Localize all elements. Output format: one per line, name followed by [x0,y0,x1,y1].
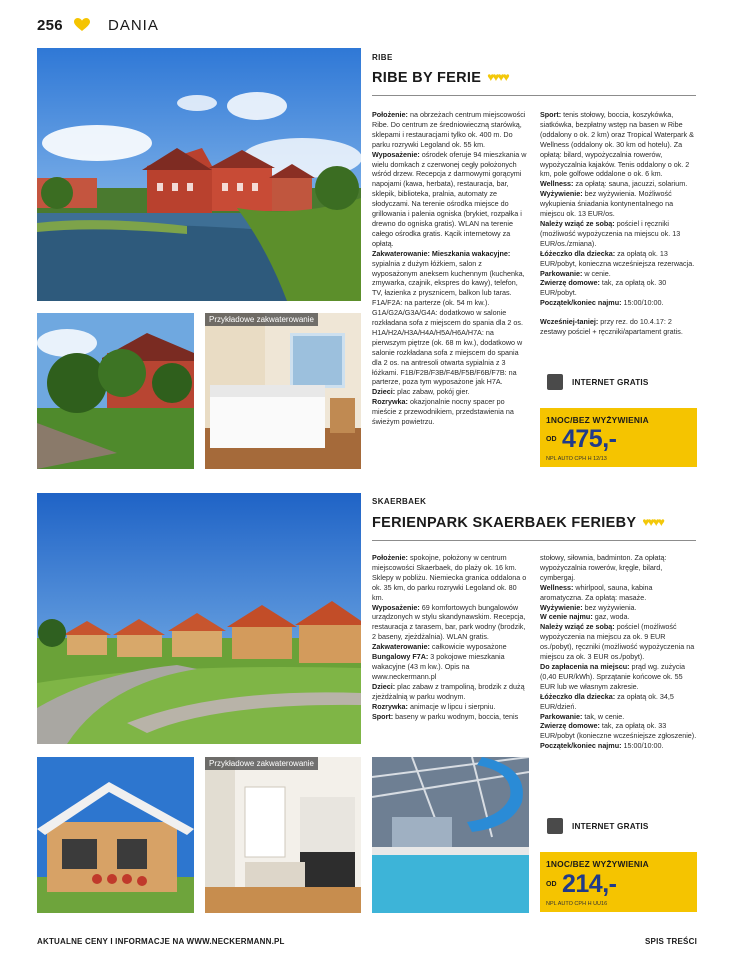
info-paragraph: Wyżywienie: bez wyżywienia. [540,602,637,612]
info-paragraph: Do zapłacenia na miejscu: prąd wg. zużycia (0,40 EUR/kWh). Sprzątanie końcowe ok. 55 EUR lub we własnym zakresie. [540,661,686,691]
section-location: SKAERBAEK [372,497,427,506]
price-value: 475,- [562,425,617,453]
section-title [372,515,663,531]
heart-logo-icon [74,18,90,32]
info-paragraph: Dzieci: plac zabaw, pokój gier. [372,387,470,397]
divider [372,540,696,541]
info-paragraph: Rozrywka: animacje w lipcu i sierpniu. [372,701,496,711]
ribe-main-photo [37,48,361,301]
info-paragraph: Należy wziąć ze sobą: pościel (możliwość wypożyczenia na miejscu za ok. 9 EUR os./pobyt), ręczniki (możliwość wypożyczenia na miejscu za ok. 3 EUR os./pobyt). [540,622,695,662]
price-title: 1NOC/BEZ WYŻYWIENIA [546,415,649,425]
info-paragraph: Wellness: whirlpool, sauna, kabina aromatyczna. Za opłatą: masaże. [540,582,653,602]
photo-badge: Przykładowe zakwaterowanie [205,313,318,326]
country-heading: DANIA [108,17,159,34]
waterpark-photo [372,757,529,913]
info-paragraph: W cenie najmu: gaz, woda. [540,612,630,622]
photo-badge: Przykładowe zakwaterowanie [205,757,318,770]
description-column-1 [372,110,528,427]
info-paragraph: Należy wziąć ze sobą: pościel i ręczniki (możliwość wypożyczenia na miejscu ok. 13 EUR/os./zmiana). [540,218,681,248]
price-code: NPL AUTO CPH H 12/13 [546,456,607,462]
ribe-houses-photo [37,313,194,469]
wifi-icon [547,818,563,834]
info-paragraph: Rozrywka: okazjonalnie nocny spacer po mieście z przewodnikiem, przedstawienia na świeżym powietrzu. [372,397,514,427]
info-paragraph: Bungalowy F7A: 3 pokojowe mieszkania wakacyjne (43 m kw.). Opis na www.neckermann.pl [372,652,505,681]
wifi-icon [547,374,563,390]
section-location: RIBE [372,53,393,62]
info-paragraph: Wellness: za opłatą: sauna, jacuzzi, solarium. [540,179,688,189]
price-title: 1NOC/BEZ WYŻYWIENIA [546,859,649,869]
info-paragraph: Początek/koniec najmu: 15:00/10:00. [540,298,664,308]
skaerbaek-bungalow-photo [37,757,194,913]
price-code: NPL AUTO CPH H UU16 [546,901,608,907]
rating-hearts-icon: ♥♥♥♥ [642,515,663,529]
skaerbaek-interior-photo [205,757,361,913]
internet-gratis-label: INTERNET GRATIS [572,378,649,387]
info-paragraph: Początek/koniec najmu: 15:00/10:00. [540,741,664,751]
internet-gratis-label: INTERNET GRATIS [572,822,649,831]
hotel-name: RIBE BY FERIE [372,70,482,86]
footer-website-link[interactable]: AKTUALNE CENY I INFORMACJE NA WWW.NECKERMANN.PL [37,937,285,946]
info-paragraph: Sport: tenis stołowy, boccia, koszykówka, siatkówka, bezpłatny wstęp na basen w Ribe (oddalony o ok. 2 km) oraz Tropical Waterpark & Wellness (oddalony ok. 30 km od hotelu). Za opłatą: bilard, wypożyczalnia rowerów, wypożyczalnia kajaków. Tenis oddalony o ok. 2 km, pole golfowe oddalone o ok. 6 km. [540,110,694,179]
info-paragraph: Parkowanie: w cenie. [540,268,611,278]
price-box[interactable] [540,408,697,467]
price-from: OD [546,881,557,888]
price-value: 214,- [562,870,617,898]
divider [372,95,696,96]
info-paragraph: Dzieci: plac zabaw z trampoliną, brodzik z dużą zjeżdżalnią w parku wodnym. [372,681,525,701]
rating-hearts-icon: ♥♥♥♥ [487,70,508,84]
price-from: OD [546,436,557,443]
info-paragraph: Wyposażenie: 69 komfortowych bungalowów urządzonych w stylu skandynawskim. Recepcja, restauracja z tarasem, bar, park wodny (brodzik, 2 baseny, zjeżdżalnia). WLAN gratis. [372,602,526,642]
description-column-2 [540,110,697,337]
info-paragraph: Położenie: na obrzeżach centrum miejscowości Ribe. Do centrum ze średniowieczną starówką, sklepami i restauracjami tylko ok. 400 m. Do parku rozrywki Legoland ok. 55 km. [372,110,526,149]
info-paragraph: stołowy, siłownia, badminton. Za opłatą: wypożyczalnia rowerów, kręgle, bilard, cymbergaj. [540,553,667,582]
info-paragraph: Sport: baseny w parku wodnym, boccia, tenis [372,711,519,721]
info-paragraph: Wcześniej-taniej: przy rez. do 10.4.17: 2 zestawy pościel + ręczniki/apartament gratis. [540,317,683,337]
table-of-contents-link[interactable]: SPIS TREŚCI [645,937,697,946]
info-paragraph: Położenie: spokojne, położony w centrum miejscowości Skaerbaek, do plaży ok. 16 km. Sklepy w pobliżu. Niemiecka granica oddalona o ok. 35 km, do parku rozrywki Legoland ok. 80 km. [372,553,527,602]
info-paragraph: Zwierzę domowe: tak, za opłatą ok. 33 EUR/pobyt (konieczne wcześniejsze zgłoszenie). [540,721,697,741]
price-box[interactable] [540,852,697,912]
description-column-2 [540,553,697,751]
skaerbaek-main-photo [37,493,361,744]
info-paragraph: Łóżeczko dla dziecka: za opłatą ok. 13 EUR/pobyt, konieczna wcześniejsza rezerwacja. [540,248,695,268]
section-title [372,70,508,86]
info-paragraph: Parkowanie: tak, w cenie. [540,711,625,721]
info-paragraph: Zakwaterowanie: całkowicie wyposażone [372,642,507,652]
hotel-name: FERIENPARK SKAERBAEK FERIEBY [372,515,637,531]
info-paragraph: Wyżywienie: bez wyżywienia. Możliwość wykupienia śniadania kontynentalnego na miejscu ok. 13 EUR/os. [540,189,674,219]
description-column-1 [372,553,528,721]
info-paragraph: Zwierzę domowe: tak, za opłatą ok. 30 EUR/pobyt. [540,278,667,298]
ribe-interior-photo [205,313,361,469]
info-paragraph: Łóżeczko dla dziecka: za opłatą ok. 34,5 EUR/dzień. [540,691,674,711]
info-paragraph: Wyposażenie: ośrodek oferuje 94 mieszkania w wielu domkach z czerwonej cegły położonych wśród drzew. Recepcja z darmowymi gorącymi napojami (kawa, herbata), restauracja, bar, sklepik, biblioteka, pralnia, automaty ze słodyczami. Na terenie ośrodka miejsce do grillowania i palenia ogniska (brykiet, rozpałka i drewno do ogniska gratis). WLAN na terenie całego ośrodka gratis. Kącik internetowy za opłatą. [372,149,527,248]
page-number: 256 [37,17,63,34]
info-paragraph: Zakwaterowanie: Mieszkania wakacyjne: sypialnia z dużym łóżkiem, salon z wyposażonym aneksem kuchennym (kuchenka, zmywarka, czajnik, ekspres do kawy), telefon, TV, łazienka z prysznicem, balkon lub taras. F1A/F2A: na parterze (ok. 54 m kw.). G1A/G2A/G3A/G4A: dodatkowo w salonie rozkładana sofa z miejscem do spania dla 2 os. H1A/H2A/H3A/H4A/H5A/H6A/H7A: na pierwszym piętrze (ok. 68 m kw.), dodatkowo w salonie rozkładana sofa z miejscem do spania dla 2 os. na antresoli otwarta sypialnia z 3 łóżkami. F1B/F2B/F3B/F4B/F5B/F6B/F7B: na parterze, poza tym wyposażone jak H7A. [372,248,525,387]
